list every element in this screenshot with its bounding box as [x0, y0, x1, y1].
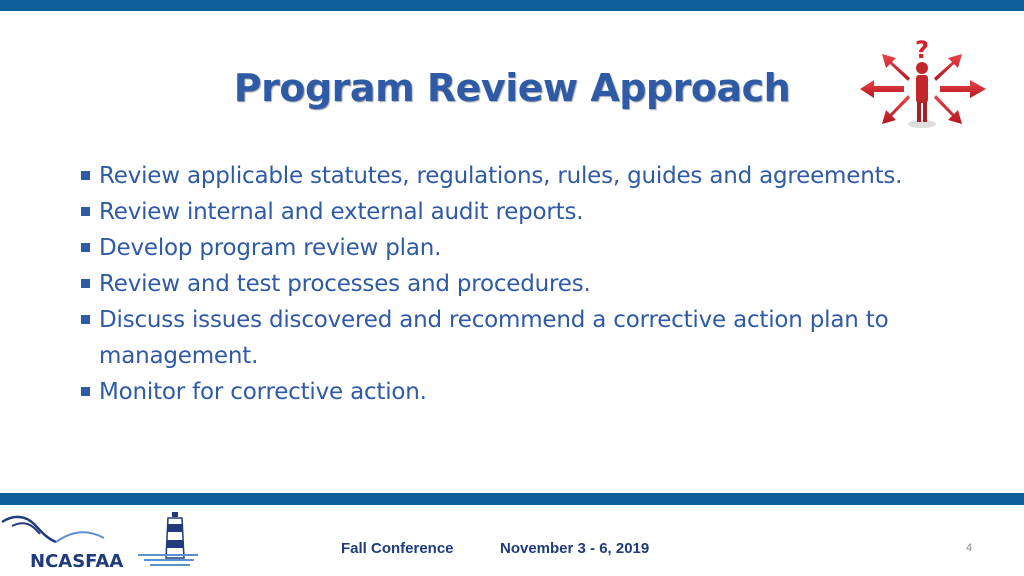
ncasfaa-logo [0, 508, 200, 572]
square-bullet-icon [81, 279, 90, 288]
square-bullet-icon [81, 171, 90, 180]
top-accent-bar [0, 0, 1024, 11]
svg-text:?: ? [915, 36, 929, 64]
list-item: Discuss issues discovered and recommend a corrective action plan to management. [78, 302, 959, 374]
logo-text: NCASFAA [30, 551, 124, 572]
list-item: Review applicable statutes, regulations, rules, guides and agreements. [78, 158, 978, 194]
slide-title: Program Review Approach [233, 66, 791, 110]
bottom-accent-bar [0, 493, 1024, 505]
list-item: Review internal and external audit reports. [78, 194, 978, 230]
person-arrows-question-icon [852, 28, 1000, 136]
square-bullet-icon [81, 207, 90, 216]
square-bullet-icon [81, 243, 90, 252]
footer-conference: Fall Conference [341, 540, 454, 557]
list-item: Develop program review plan. [78, 230, 978, 266]
list-item: Monitor for corrective action. [78, 374, 978, 410]
square-bullet-icon [81, 387, 90, 396]
footer-date: November 3 - 6, 2019 [500, 540, 650, 557]
square-bullet-icon [81, 315, 90, 324]
list-item: Review and test processes and procedures. [78, 266, 978, 302]
bullet-list [78, 158, 978, 410]
page-number: 4 [966, 542, 973, 554]
